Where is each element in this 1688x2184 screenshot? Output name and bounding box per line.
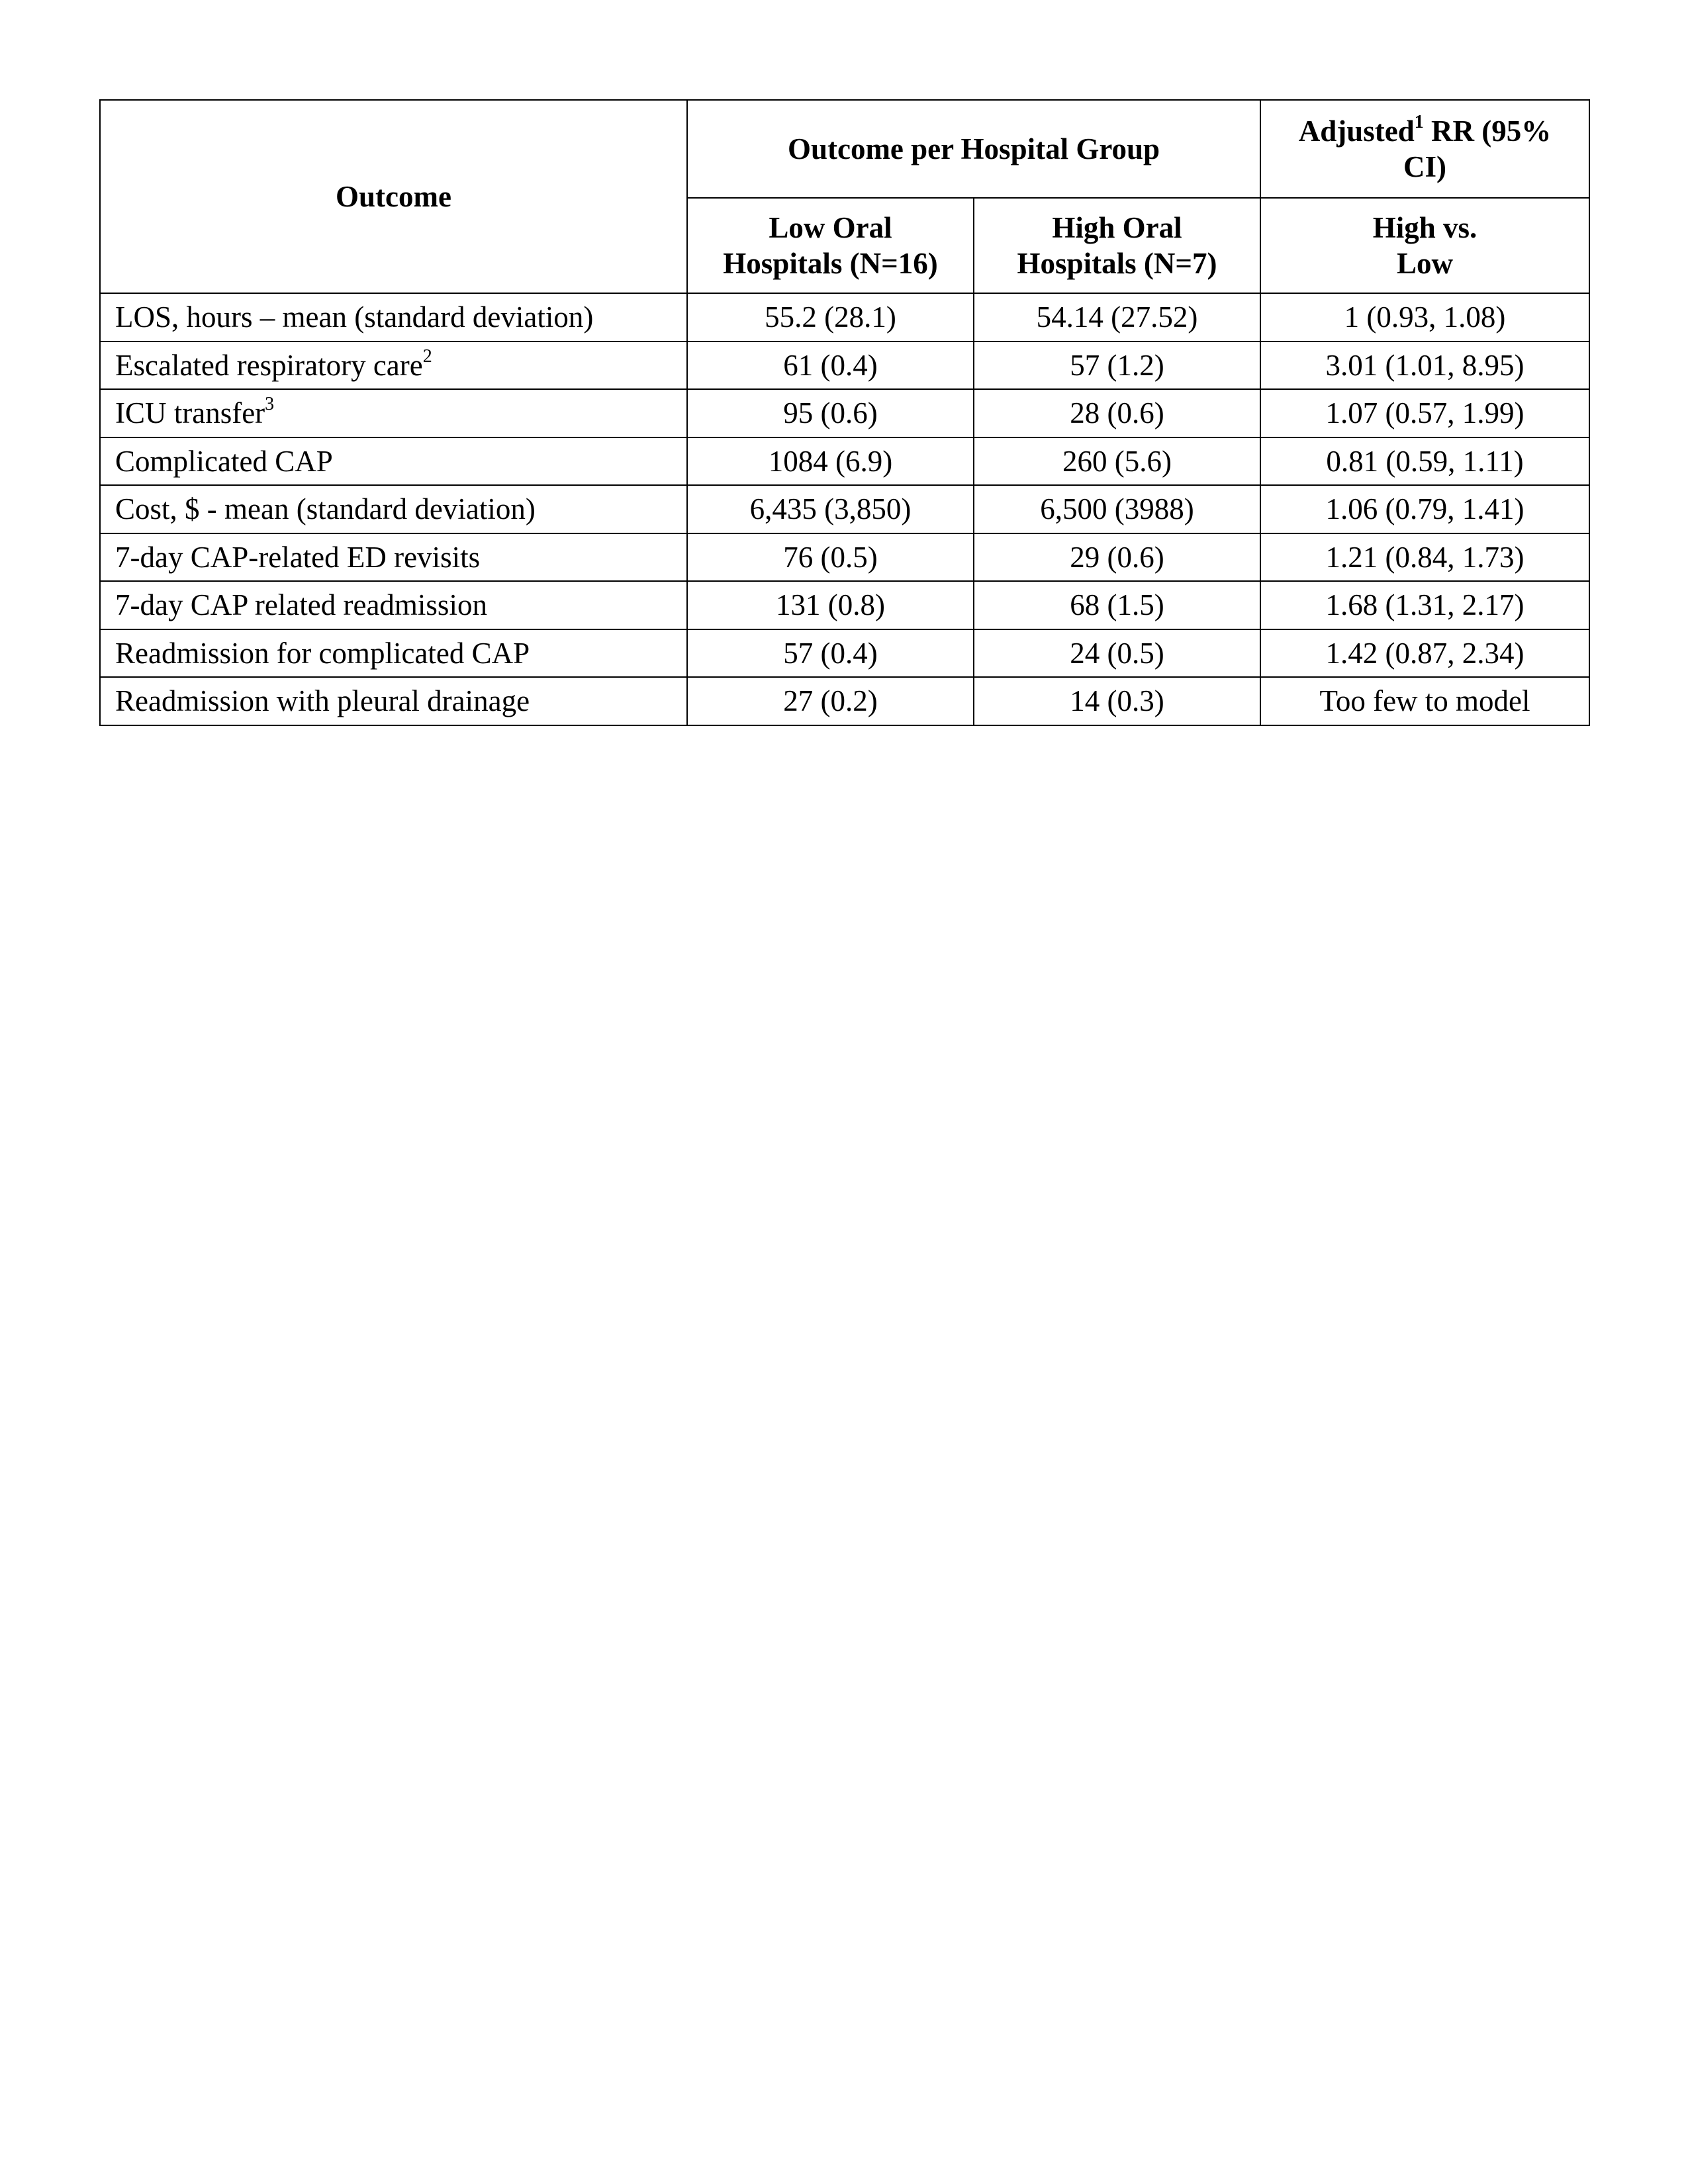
- header-low-line2: Hospitals (N=16): [723, 247, 938, 280]
- row-name-text: 7-day CAP related readmission: [115, 588, 487, 622]
- row-high-value: 57 (1.2): [974, 341, 1260, 390]
- header-hospital-group: Outcome per Hospital Group: [687, 100, 1260, 198]
- row-rr-value: 1.07 (0.57, 1.99): [1260, 389, 1589, 437]
- row-name-text: Escalated respiratory care: [115, 348, 423, 382]
- row-name-text: Complicated CAP: [115, 444, 333, 478]
- row-outcome-name: [100, 341, 687, 390]
- table-row: [100, 437, 1589, 486]
- row-low-value: 6,435 (3,850): [687, 485, 974, 533]
- table-body: [100, 293, 1589, 725]
- row-footnote: 2: [422, 345, 432, 367]
- header-rr-prefix: Adjusted: [1298, 114, 1415, 148]
- row-low-value: 1084 (6.9): [687, 437, 974, 486]
- header-high-oral: [974, 198, 1260, 293]
- row-outcome-name: [100, 485, 687, 533]
- row-high-value: 14 (0.3): [974, 677, 1260, 725]
- table-header: [100, 100, 1589, 293]
- row-rr-value: 0.81 (0.59, 1.11): [1260, 437, 1589, 486]
- row-high-value: 28 (0.6): [974, 389, 1260, 437]
- header-high-line1: High Oral: [1052, 211, 1182, 244]
- table-row: [100, 485, 1589, 533]
- header-cmp-line2: Low: [1397, 247, 1454, 280]
- row-name-text: LOS, hours – mean (standard deviation): [115, 300, 594, 334]
- row-name-text: 7-day CAP-related ED revisits: [115, 540, 481, 574]
- row-name-text: ICU transfer: [115, 396, 265, 430]
- row-high-value: 260 (5.6): [974, 437, 1260, 486]
- row-rr-value: Too few to model: [1260, 677, 1589, 725]
- header-rr-suffix: RR (95% CI): [1403, 114, 1552, 183]
- row-low-value: 61 (0.4): [687, 341, 974, 390]
- row-rr-value: 1.42 (0.87, 2.34): [1260, 629, 1589, 678]
- outcomes-table: [99, 99, 1590, 726]
- row-rr-value: 1 (0.93, 1.08): [1260, 293, 1589, 341]
- row-outcome-name: [100, 581, 687, 629]
- header-high-line2: Hospitals (N=7): [1017, 247, 1217, 280]
- row-name-text: Readmission for complicated CAP: [115, 636, 530, 670]
- row-outcome-name: [100, 629, 687, 678]
- header-low-oral: [687, 198, 974, 293]
- row-footnote: 3: [265, 394, 275, 415]
- row-high-value: 68 (1.5): [974, 581, 1260, 629]
- table-row: [100, 341, 1589, 390]
- header-outcome: Outcome: [100, 100, 687, 293]
- row-rr-value: 1.21 (0.84, 1.73): [1260, 533, 1589, 582]
- row-outcome-name: [100, 533, 687, 582]
- row-low-value: 55.2 (28.1): [687, 293, 974, 341]
- row-high-value: 6,500 (3988): [974, 485, 1260, 533]
- row-rr-value: 1.06 (0.79, 1.41): [1260, 485, 1589, 533]
- row-name-text: Readmission with pleural drainage: [115, 684, 530, 718]
- row-high-value: 29 (0.6): [974, 533, 1260, 582]
- header-adjusted-rr: [1260, 100, 1589, 198]
- row-rr-value: 3.01 (1.01, 8.95): [1260, 341, 1589, 390]
- row-low-value: 76 (0.5): [687, 533, 974, 582]
- header-high-vs-low: [1260, 198, 1589, 293]
- row-high-value: 24 (0.5): [974, 629, 1260, 678]
- header-rr-footnote: 1: [1414, 112, 1424, 132]
- row-outcome-name: [100, 389, 687, 437]
- row-rr-value: 1.68 (1.31, 2.17): [1260, 581, 1589, 629]
- table-row: [100, 293, 1589, 341]
- table-row: [100, 677, 1589, 725]
- row-low-value: 27 (0.2): [687, 677, 974, 725]
- header-low-line1: Low Oral: [769, 211, 892, 244]
- row-outcome-name: [100, 437, 687, 486]
- row-low-value: 95 (0.6): [687, 389, 974, 437]
- row-low-value: 131 (0.8): [687, 581, 974, 629]
- row-high-value: 54.14 (27.52): [974, 293, 1260, 341]
- table-row: [100, 629, 1589, 678]
- row-name-text: Cost, $ - mean (standard deviation): [115, 492, 536, 526]
- table-row: [100, 389, 1589, 437]
- table-row: [100, 581, 1589, 629]
- table-row: [100, 533, 1589, 582]
- header-cmp-line1: High vs.: [1372, 211, 1477, 244]
- row-outcome-name: [100, 677, 687, 725]
- row-outcome-name: [100, 293, 687, 341]
- row-low-value: 57 (0.4): [687, 629, 974, 678]
